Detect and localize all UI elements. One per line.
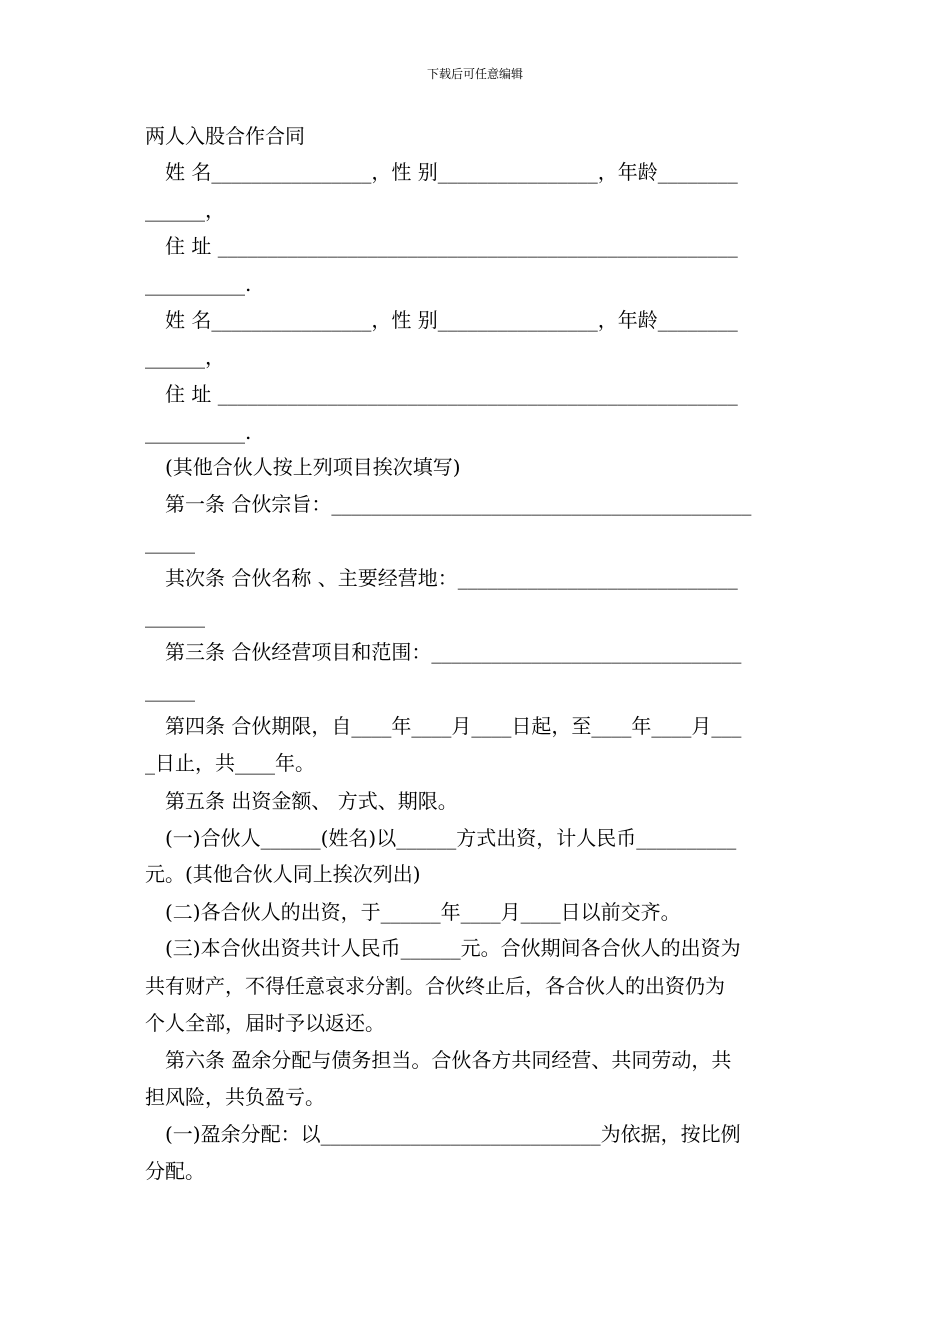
party2-address-continuation: __________.: [145, 420, 252, 444]
article-2: 其次条 合伙名称 、主要经营地：____________________________: [165, 566, 738, 590]
article-4-continuation: _日止，共____年。: [145, 751, 315, 775]
article-6: 第六条 盈余分配与债务担当。合伙各方共同经营、共同劳动，共: [165, 1048, 732, 1072]
article-5-item-1: (一)合伙人______(姓名)以______方式出资，计人民币__________: [165, 826, 737, 850]
party2-address: 住 址 ____________________________________________________: [165, 382, 738, 406]
document-title: 两人入股合作合同: [145, 124, 305, 148]
party1-address-continuation: __________.: [145, 272, 252, 296]
article-1-continuation: _____: [145, 530, 195, 554]
party1-age-continuation: ______，: [145, 198, 225, 222]
article-5-item-3: (三)本合伙出资共计人民币______元。合伙期间各合伙人的出资为: [165, 936, 741, 960]
other-partners-note: (其他合伙人按上列项目挨次填写): [165, 455, 461, 479]
party1-name-gender-age: 姓 名________________，性 别________________，年龄________: [165, 160, 738, 184]
article-2-continuation: ______: [145, 604, 205, 628]
article-3: 第三条 合伙经营项目和范围：_______________________________: [165, 640, 742, 664]
article-5-item-3-line-2: 共有财产，不得任意哀求分割。合伙终止后，各合伙人的出资仍为: [145, 974, 725, 998]
party2-name-gender-age: 姓 名________________，性 别________________，年龄________: [165, 308, 738, 332]
article-4: 第四条 合伙期限，自____年____月____日起，至____年____月___: [165, 714, 742, 738]
article-5-item-3-line-3: 个人全部，届时予以返还。: [145, 1011, 385, 1035]
article-3-continuation: _____: [145, 678, 195, 702]
article-6-item-1-continuation: 分配。: [145, 1159, 205, 1183]
article-5-item-2: (二)各合伙人的出资，于______年____月____日以前交齐。: [165, 900, 681, 924]
article-5: 第五条 出资金额、 方式、期限。: [165, 789, 458, 813]
page-header: 下载后可任意编辑: [426, 67, 523, 81]
article-6-item-1: (一)盈余分配：以____________________________为依据，按比例: [165, 1122, 741, 1146]
party2-age-continuation: ______，: [145, 345, 225, 369]
article-5-item-1-continuation: 元。(其他合伙人同上挨次列出): [145, 862, 421, 886]
party1-address: 住 址 ____________________________________________________: [165, 234, 738, 258]
article-1: 第一条 合伙宗旨：__________________________________________: [165, 492, 752, 516]
article-6-continuation: 担风险，共负盈亏。: [145, 1085, 325, 1109]
